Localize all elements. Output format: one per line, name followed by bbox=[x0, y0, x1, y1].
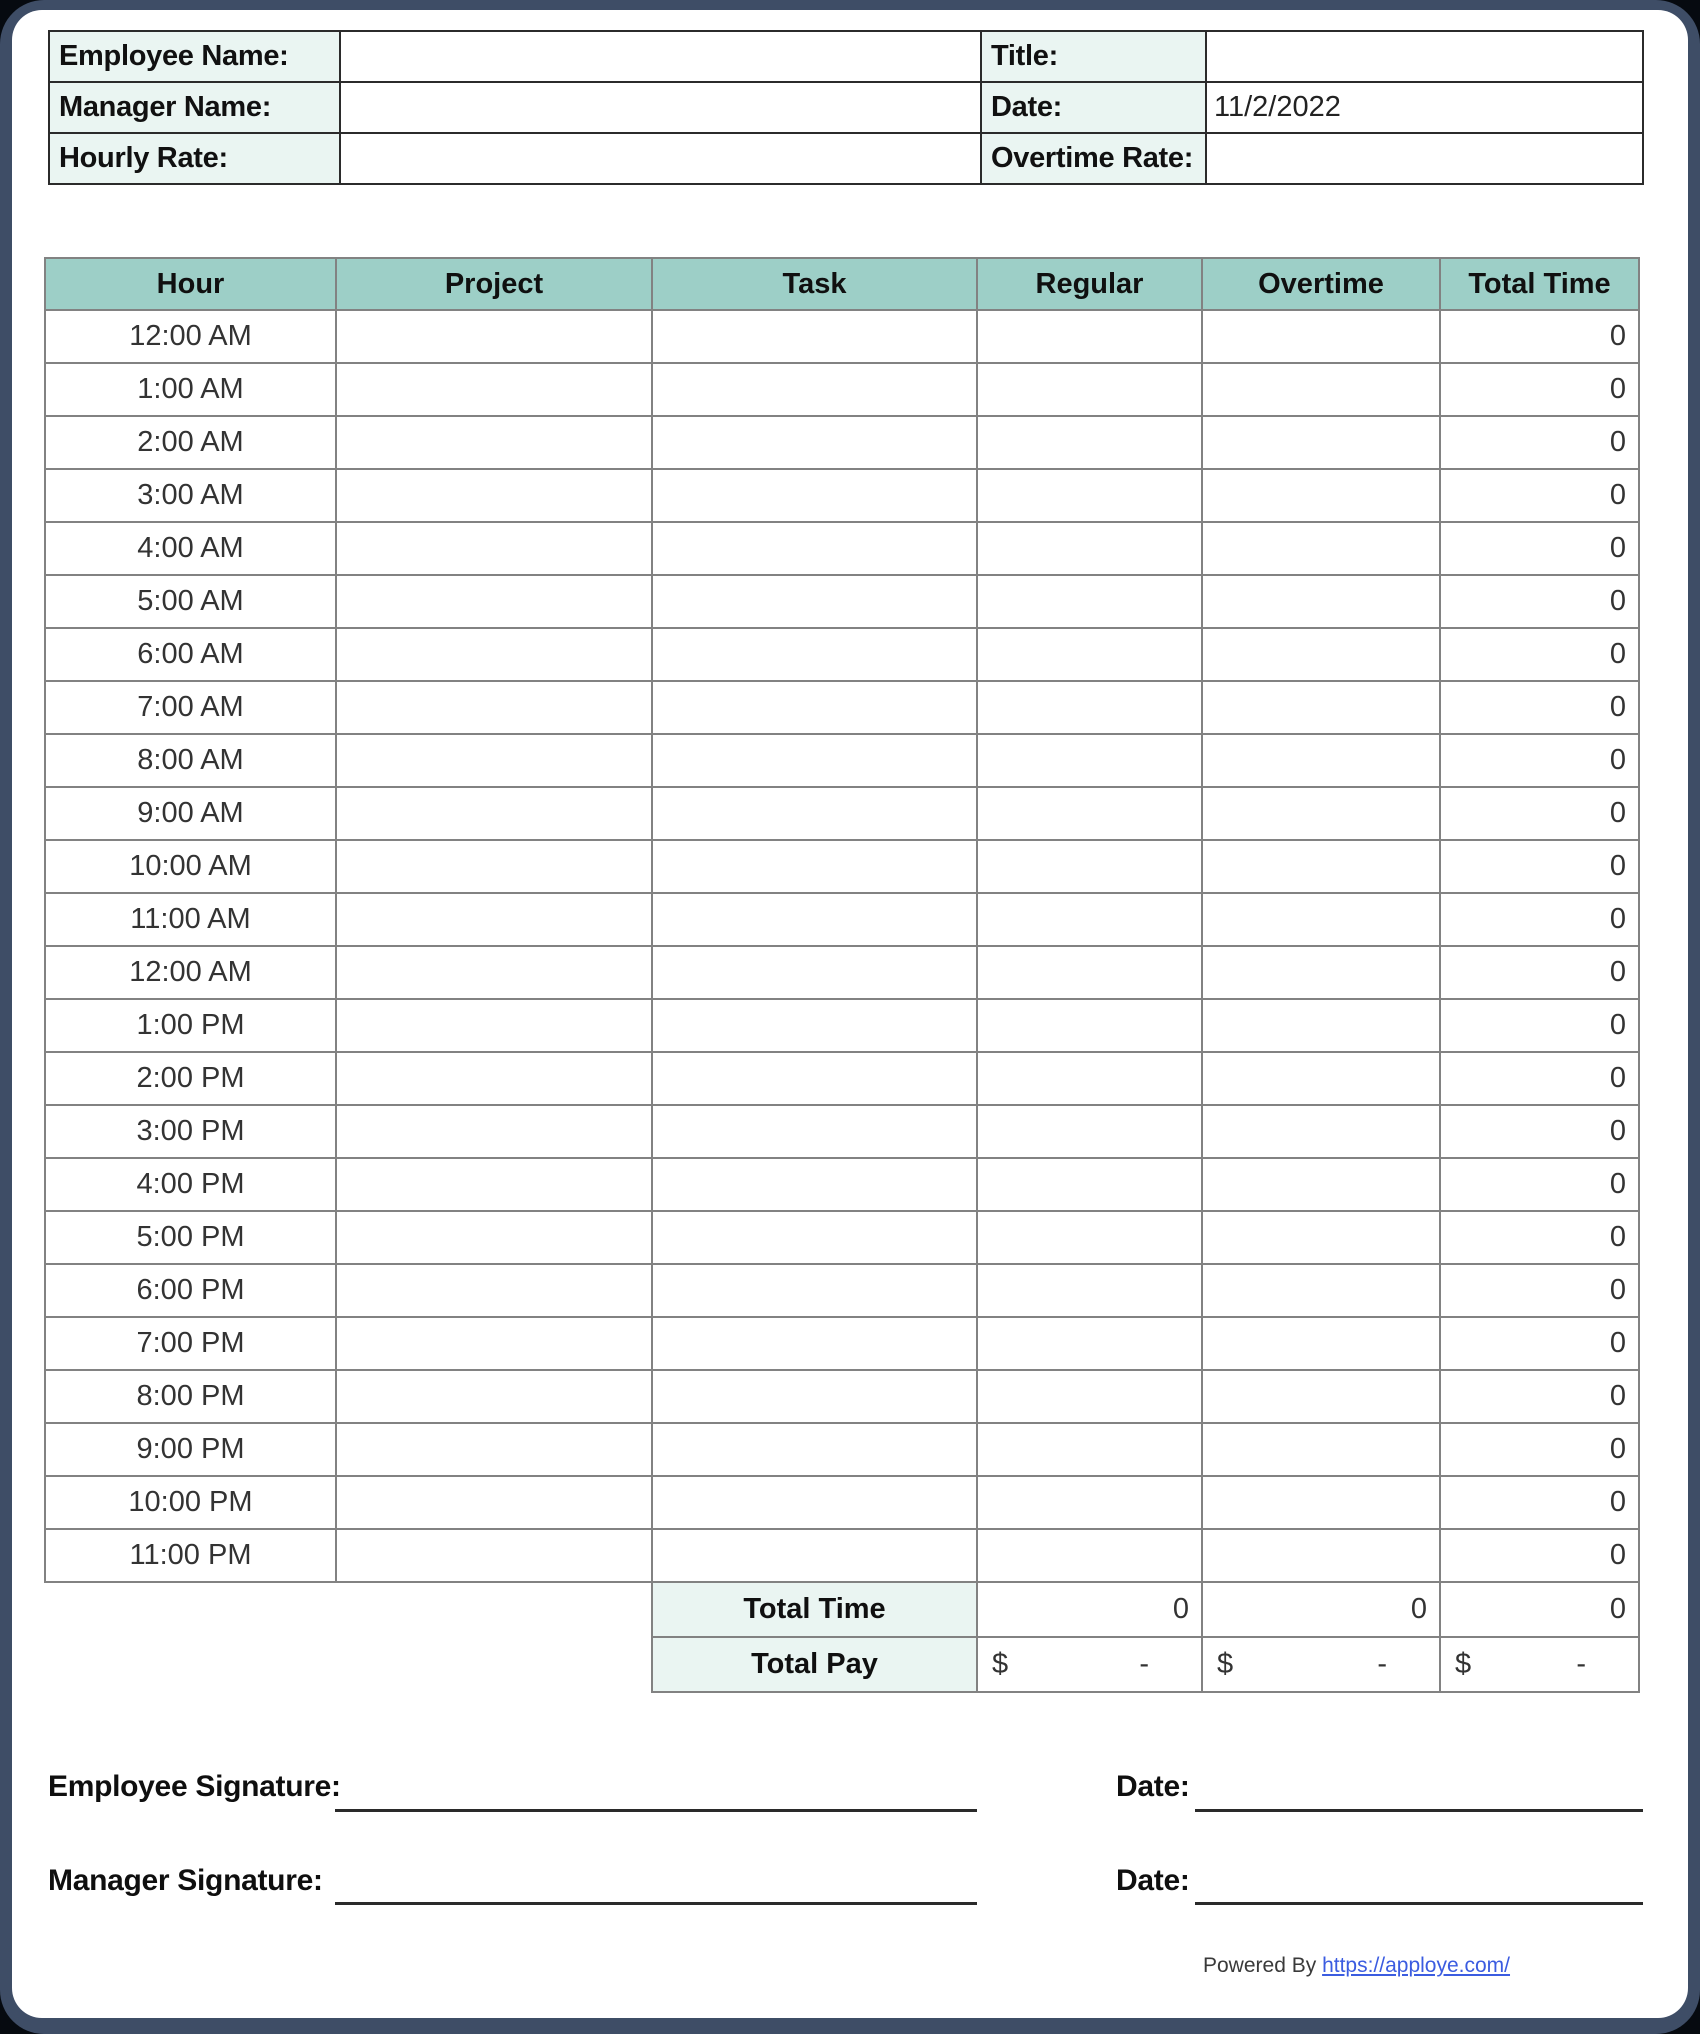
task-cell[interactable] bbox=[652, 363, 977, 416]
hour-row bbox=[45, 946, 1639, 999]
project-cell[interactable] bbox=[336, 522, 652, 575]
task-cell[interactable] bbox=[652, 310, 977, 363]
project-cell[interactable] bbox=[336, 416, 652, 469]
hour-cell: 9:00 AM bbox=[45, 787, 336, 840]
hour-cell: 5:00 AM bbox=[45, 575, 336, 628]
total-time-cell: 0 bbox=[1440, 310, 1639, 363]
overtime-cell[interactable] bbox=[1202, 1264, 1440, 1317]
task-cell[interactable] bbox=[652, 575, 977, 628]
hour-rows bbox=[45, 310, 1639, 1582]
total-time-cell: 0 bbox=[1440, 1317, 1639, 1370]
hour-cell: 11:00 AM bbox=[45, 893, 336, 946]
project-cell[interactable] bbox=[336, 1158, 652, 1211]
date-value[interactable]: 11/2/2022 bbox=[1206, 82, 1643, 133]
hour-cell: 6:00 PM bbox=[45, 1264, 336, 1317]
hour-row bbox=[45, 1476, 1639, 1529]
hour-cell: 1:00 AM bbox=[45, 363, 336, 416]
overtime-rate-value[interactable] bbox=[1206, 133, 1643, 184]
totals-blank-area bbox=[45, 1582, 652, 1637]
hour-cell: 10:00 PM bbox=[45, 1476, 336, 1529]
timesheet-header-row bbox=[45, 258, 1639, 310]
task-cell[interactable] bbox=[652, 1423, 977, 1476]
regular-cell[interactable] bbox=[977, 522, 1202, 575]
total-time-cell: 0 bbox=[1440, 1105, 1639, 1158]
regular-cell[interactable] bbox=[977, 734, 1202, 787]
task-cell[interactable] bbox=[652, 1529, 977, 1582]
col-header-project: Project bbox=[336, 258, 652, 310]
total-time-cell: 0 bbox=[1440, 840, 1639, 893]
col-header-total-time: Total Time bbox=[1440, 258, 1639, 310]
project-cell[interactable] bbox=[336, 1264, 652, 1317]
hour-row bbox=[45, 1423, 1639, 1476]
regular-cell[interactable] bbox=[977, 416, 1202, 469]
task-cell[interactable] bbox=[652, 946, 977, 999]
project-cell[interactable] bbox=[336, 363, 652, 416]
overtime-cell[interactable] bbox=[1202, 734, 1440, 787]
project-cell[interactable] bbox=[336, 999, 652, 1052]
total-time-cell: 0 bbox=[1440, 1158, 1639, 1211]
project-cell[interactable] bbox=[336, 1211, 652, 1264]
hour-cell: 4:00 PM bbox=[45, 1158, 336, 1211]
overtime-cell[interactable] bbox=[1202, 1105, 1440, 1158]
regular-cell[interactable] bbox=[977, 681, 1202, 734]
project-cell[interactable] bbox=[336, 787, 652, 840]
hour-row bbox=[45, 1370, 1639, 1423]
total-pay-total bbox=[1440, 1637, 1639, 1692]
regular-cell[interactable] bbox=[977, 946, 1202, 999]
hour-cell: 10:00 AM bbox=[45, 840, 336, 893]
total-time-cell: 0 bbox=[1440, 1370, 1639, 1423]
total-time-cell: 0 bbox=[1440, 469, 1639, 522]
hour-row bbox=[45, 1264, 1639, 1317]
project-cell[interactable] bbox=[336, 310, 652, 363]
hour-row bbox=[45, 469, 1639, 522]
col-header-overtime: Overtime bbox=[1202, 258, 1440, 310]
total-time-cell: 0 bbox=[1440, 628, 1639, 681]
project-cell[interactable] bbox=[336, 734, 652, 787]
pay-amount: - bbox=[1576, 1648, 1586, 1680]
overtime-cell[interactable] bbox=[1202, 1158, 1440, 1211]
overtime-cell[interactable] bbox=[1202, 999, 1440, 1052]
total-time-cell: 0 bbox=[1440, 1423, 1639, 1476]
overtime-cell[interactable] bbox=[1202, 310, 1440, 363]
overtime-cell[interactable] bbox=[1202, 1211, 1440, 1264]
total-pay-row-label: Total Pay bbox=[652, 1637, 977, 1692]
overtime-cell[interactable] bbox=[1202, 787, 1440, 840]
col-header-task: Task bbox=[652, 258, 977, 310]
hour-row bbox=[45, 734, 1639, 787]
employee-signature-line[interactable] bbox=[335, 1809, 977, 1812]
project-cell[interactable] bbox=[336, 1529, 652, 1582]
regular-cell[interactable] bbox=[977, 1423, 1202, 1476]
hour-cell: 12:00 AM bbox=[45, 310, 336, 363]
hour-row bbox=[45, 840, 1639, 893]
project-cell[interactable] bbox=[336, 1317, 652, 1370]
total-time-cell: 0 bbox=[1440, 1264, 1639, 1317]
total-time-row-label: Total Time bbox=[652, 1582, 977, 1637]
hour-cell: 7:00 PM bbox=[45, 1317, 336, 1370]
task-cell[interactable] bbox=[652, 787, 977, 840]
total-time-cell: 0 bbox=[1440, 522, 1639, 575]
regular-cell[interactable] bbox=[977, 999, 1202, 1052]
hour-cell: 12:00 AM bbox=[45, 946, 336, 999]
overtime-cell[interactable] bbox=[1202, 628, 1440, 681]
project-cell[interactable] bbox=[336, 628, 652, 681]
hour-cell: 5:00 PM bbox=[45, 1211, 336, 1264]
hour-row bbox=[45, 310, 1639, 363]
totals-blank-area bbox=[45, 1637, 652, 1692]
overtime-cell[interactable] bbox=[1202, 363, 1440, 416]
manager-name-value[interactable] bbox=[340, 82, 981, 133]
total-time-cell: 0 bbox=[1440, 363, 1639, 416]
hour-cell: 1:00 PM bbox=[45, 999, 336, 1052]
hour-row bbox=[45, 1317, 1639, 1370]
overtime-cell[interactable] bbox=[1202, 1529, 1440, 1582]
info-row bbox=[49, 31, 1643, 82]
info-row bbox=[49, 133, 1643, 184]
task-cell[interactable] bbox=[652, 1317, 977, 1370]
hour-row bbox=[45, 787, 1639, 840]
task-cell[interactable] bbox=[652, 734, 977, 787]
date-label: Date: bbox=[981, 82, 1206, 133]
employee-date-line[interactable] bbox=[1195, 1809, 1643, 1812]
project-cell[interactable] bbox=[336, 1476, 652, 1529]
timesheet-table bbox=[44, 257, 1640, 1693]
hour-cell: 3:00 PM bbox=[45, 1105, 336, 1158]
task-cell[interactable] bbox=[652, 1370, 977, 1423]
total-pay-row bbox=[45, 1637, 1639, 1692]
regular-cell[interactable] bbox=[977, 469, 1202, 522]
regular-cell[interactable] bbox=[977, 575, 1202, 628]
total-time-row bbox=[45, 1582, 1639, 1637]
task-cell[interactable] bbox=[652, 1105, 977, 1158]
regular-cell[interactable] bbox=[977, 1529, 1202, 1582]
hour-cell: 7:00 AM bbox=[45, 681, 336, 734]
task-cell[interactable] bbox=[652, 1264, 977, 1317]
total-time-cell: 0 bbox=[1440, 575, 1639, 628]
manager-signature-line[interactable] bbox=[335, 1902, 977, 1905]
regular-cell[interactable] bbox=[977, 310, 1202, 363]
task-cell[interactable] bbox=[652, 893, 977, 946]
task-cell[interactable] bbox=[652, 999, 977, 1052]
col-header-hour: Hour bbox=[45, 258, 336, 310]
overtime-cell[interactable] bbox=[1202, 522, 1440, 575]
regular-cell[interactable] bbox=[977, 363, 1202, 416]
info-table bbox=[48, 30, 1644, 185]
overtime-cell[interactable] bbox=[1202, 893, 1440, 946]
task-cell[interactable] bbox=[652, 522, 977, 575]
currency-symbol: $ bbox=[992, 1648, 1009, 1680]
employee-name-value[interactable] bbox=[340, 31, 981, 82]
total-time-cell: 0 bbox=[1440, 893, 1639, 946]
overtime-rate-label: Overtime Rate: bbox=[981, 133, 1206, 184]
project-cell[interactable] bbox=[336, 469, 652, 522]
pay-amount: - bbox=[1139, 1648, 1149, 1680]
total-time-regular: 0 bbox=[977, 1582, 1202, 1637]
total-time-cell: 0 bbox=[1440, 1211, 1639, 1264]
total-time-cell: 0 bbox=[1440, 787, 1639, 840]
overtime-cell[interactable] bbox=[1202, 840, 1440, 893]
hour-cell: 8:00 AM bbox=[45, 734, 336, 787]
total-time-overtime: 0 bbox=[1202, 1582, 1440, 1637]
overtime-cell[interactable] bbox=[1202, 681, 1440, 734]
footer bbox=[1203, 1954, 1510, 1978]
project-cell[interactable] bbox=[336, 681, 652, 734]
hour-cell: 4:00 AM bbox=[45, 522, 336, 575]
currency-symbol: $ bbox=[1217, 1648, 1234, 1680]
hour-row bbox=[45, 522, 1639, 575]
task-cell[interactable] bbox=[652, 628, 977, 681]
hour-cell: 6:00 AM bbox=[45, 628, 336, 681]
overtime-cell[interactable] bbox=[1202, 575, 1440, 628]
total-time-cell: 0 bbox=[1440, 946, 1639, 999]
total-time-cell: 0 bbox=[1440, 416, 1639, 469]
regular-cell[interactable] bbox=[977, 1105, 1202, 1158]
project-cell[interactable] bbox=[336, 575, 652, 628]
regular-cell[interactable] bbox=[977, 1158, 1202, 1211]
hour-row bbox=[45, 363, 1639, 416]
total-time-cell: 0 bbox=[1440, 734, 1639, 787]
timesheet-page bbox=[12, 10, 1688, 2018]
powered-by-text: Powered By bbox=[1203, 1954, 1317, 1977]
total-time-cell: 0 bbox=[1440, 1529, 1639, 1582]
project-cell[interactable] bbox=[336, 1105, 652, 1158]
info-row bbox=[49, 82, 1643, 133]
hour-row bbox=[45, 1158, 1639, 1211]
project-cell[interactable] bbox=[336, 1052, 652, 1105]
total-time-cell: 0 bbox=[1440, 999, 1639, 1052]
regular-cell[interactable] bbox=[977, 1317, 1202, 1370]
hour-row bbox=[45, 999, 1639, 1052]
regular-cell[interactable] bbox=[977, 787, 1202, 840]
task-cell[interactable] bbox=[652, 1476, 977, 1529]
task-cell[interactable] bbox=[652, 1211, 977, 1264]
total-pay-regular bbox=[977, 1637, 1202, 1692]
employee-date-label: Date: bbox=[1116, 1770, 1190, 1803]
hour-row bbox=[45, 681, 1639, 734]
overtime-cell[interactable] bbox=[1202, 1370, 1440, 1423]
hour-row bbox=[45, 1052, 1639, 1105]
project-cell[interactable] bbox=[336, 1423, 652, 1476]
total-time-cell: 0 bbox=[1440, 1052, 1639, 1105]
hour-cell: 2:00 AM bbox=[45, 416, 336, 469]
hour-cell: 3:00 AM bbox=[45, 469, 336, 522]
hour-cell: 8:00 PM bbox=[45, 1370, 336, 1423]
task-cell[interactable] bbox=[652, 681, 977, 734]
hour-row bbox=[45, 416, 1639, 469]
total-pay-overtime bbox=[1202, 1637, 1440, 1692]
manager-name-label: Manager Name: bbox=[49, 82, 340, 133]
hour-row bbox=[45, 628, 1639, 681]
regular-cell[interactable] bbox=[977, 628, 1202, 681]
col-header-regular: Regular bbox=[977, 258, 1202, 310]
employee-name-label: Employee Name: bbox=[49, 31, 340, 82]
manager-date-label: Date: bbox=[1116, 1864, 1190, 1897]
task-cell[interactable] bbox=[652, 1052, 977, 1105]
title-label: Title: bbox=[981, 31, 1206, 82]
hour-cell: 9:00 PM bbox=[45, 1423, 336, 1476]
hour-row bbox=[45, 893, 1639, 946]
hour-row bbox=[45, 1529, 1639, 1582]
hour-row bbox=[45, 1211, 1639, 1264]
regular-cell[interactable] bbox=[977, 1476, 1202, 1529]
project-cell[interactable] bbox=[336, 893, 652, 946]
hour-cell: 2:00 PM bbox=[45, 1052, 336, 1105]
regular-cell[interactable] bbox=[977, 1264, 1202, 1317]
overtime-cell[interactable] bbox=[1202, 1476, 1440, 1529]
total-time-total: 0 bbox=[1440, 1582, 1639, 1637]
hourly-rate-label: Hourly Rate: bbox=[49, 133, 340, 184]
regular-cell[interactable] bbox=[977, 840, 1202, 893]
hourly-rate-value[interactable] bbox=[340, 133, 981, 184]
regular-cell[interactable] bbox=[977, 1052, 1202, 1105]
hour-row bbox=[45, 575, 1639, 628]
title-value[interactable] bbox=[1206, 31, 1643, 82]
overtime-cell[interactable] bbox=[1202, 1052, 1440, 1105]
regular-cell[interactable] bbox=[977, 1211, 1202, 1264]
employee-signature-label: Employee Signature: bbox=[48, 1770, 341, 1803]
task-cell[interactable] bbox=[652, 469, 977, 522]
task-cell[interactable] bbox=[652, 416, 977, 469]
project-cell[interactable] bbox=[336, 946, 652, 999]
overtime-cell[interactable] bbox=[1202, 1317, 1440, 1370]
hour-cell: 11:00 PM bbox=[45, 1529, 336, 1582]
regular-cell[interactable] bbox=[977, 1370, 1202, 1423]
overtime-cell[interactable] bbox=[1202, 946, 1440, 999]
project-cell[interactable] bbox=[336, 840, 652, 893]
hour-row bbox=[45, 1105, 1639, 1158]
overtime-cell[interactable] bbox=[1202, 1423, 1440, 1476]
manager-signature-label: Manager Signature: bbox=[48, 1864, 323, 1897]
task-cell[interactable] bbox=[652, 840, 977, 893]
overtime-cell[interactable] bbox=[1202, 469, 1440, 522]
pay-amount: - bbox=[1377, 1648, 1387, 1680]
total-time-cell: 0 bbox=[1440, 681, 1639, 734]
project-cell[interactable] bbox=[336, 1370, 652, 1423]
overtime-cell[interactable] bbox=[1202, 416, 1440, 469]
currency-symbol: $ bbox=[1455, 1648, 1472, 1680]
apploye-link[interactable]: https://apploye.com/ bbox=[1322, 1954, 1511, 1977]
total-time-cell: 0 bbox=[1440, 1476, 1639, 1529]
regular-cell[interactable] bbox=[977, 893, 1202, 946]
task-cell[interactable] bbox=[652, 1158, 977, 1211]
manager-date-line[interactable] bbox=[1195, 1902, 1643, 1905]
